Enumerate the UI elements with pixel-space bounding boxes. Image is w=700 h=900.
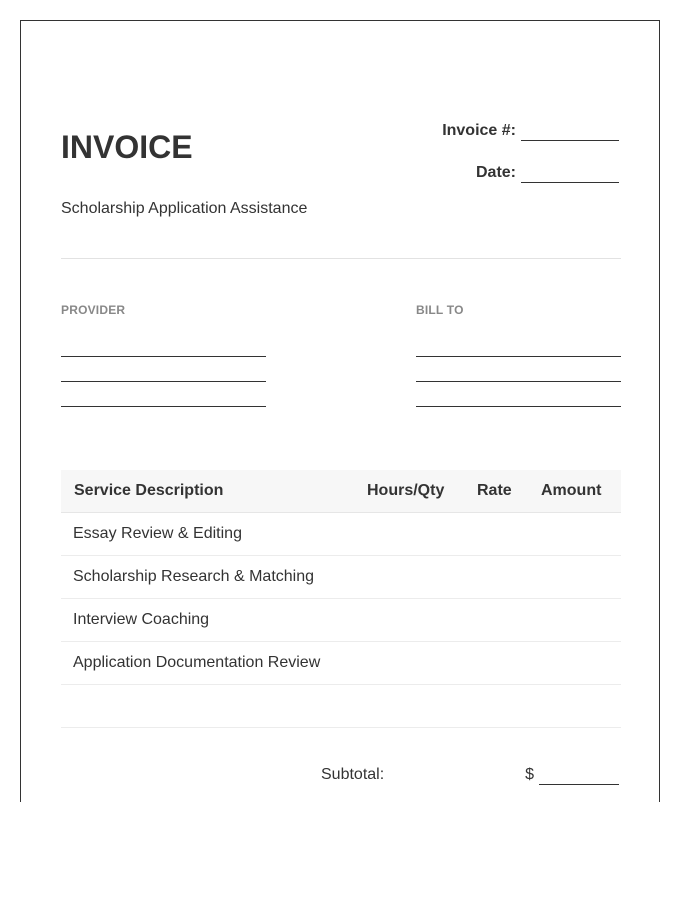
bill-to-label: BILL TO [416, 303, 464, 317]
bill-to-line-1[interactable] [416, 356, 621, 357]
invoice-number-blank[interactable] [521, 124, 619, 141]
table-row-empty [61, 685, 621, 728]
service-description-cell: Application Documentation Review [73, 654, 321, 671]
invoice-title: INVOICE [61, 129, 193, 165]
invoice-date-field [476, 163, 619, 183]
service-description-cell: Scholarship Research & Matching [73, 568, 315, 585]
header-rate: Rate [477, 482, 512, 499]
table-row [61, 599, 621, 642]
table-row [61, 642, 621, 685]
invoice-sheet [20, 20, 660, 802]
header-divider [61, 258, 621, 259]
bill-to-line-2[interactable] [416, 381, 621, 382]
subtotal-field [525, 765, 619, 785]
header-service-description: Service Description [74, 482, 224, 499]
provider-line-3[interactable] [61, 406, 266, 407]
table-row [61, 556, 621, 599]
subtotal-label: Subtotal: [321, 766, 385, 783]
provider-label: PROVIDER [61, 303, 126, 317]
services-table-header [61, 470, 621, 513]
services-table [61, 470, 621, 728]
bill-to-line-3[interactable] [416, 406, 621, 407]
provider-line-1[interactable] [61, 356, 266, 357]
service-description-cell: Essay Review & Editing [73, 525, 242, 542]
provider-line-2[interactable] [61, 381, 266, 382]
invoice-number-label: Invoice #: [442, 122, 516, 139]
invoice-date-label: Date: [475, 164, 516, 181]
header-hours-qty: Hours/Qty [367, 482, 445, 499]
invoice-subtitle: Scholarship Application Assistance [61, 200, 308, 217]
header-amount: Amount [541, 482, 602, 499]
service-description-cell: Interview Coaching [73, 611, 210, 628]
table-row [61, 513, 621, 556]
invoice-date-blank[interactable] [521, 166, 619, 183]
currency-symbol: $ [525, 766, 534, 783]
invoice-number-field [442, 121, 619, 141]
subtotal-blank[interactable] [539, 768, 619, 785]
